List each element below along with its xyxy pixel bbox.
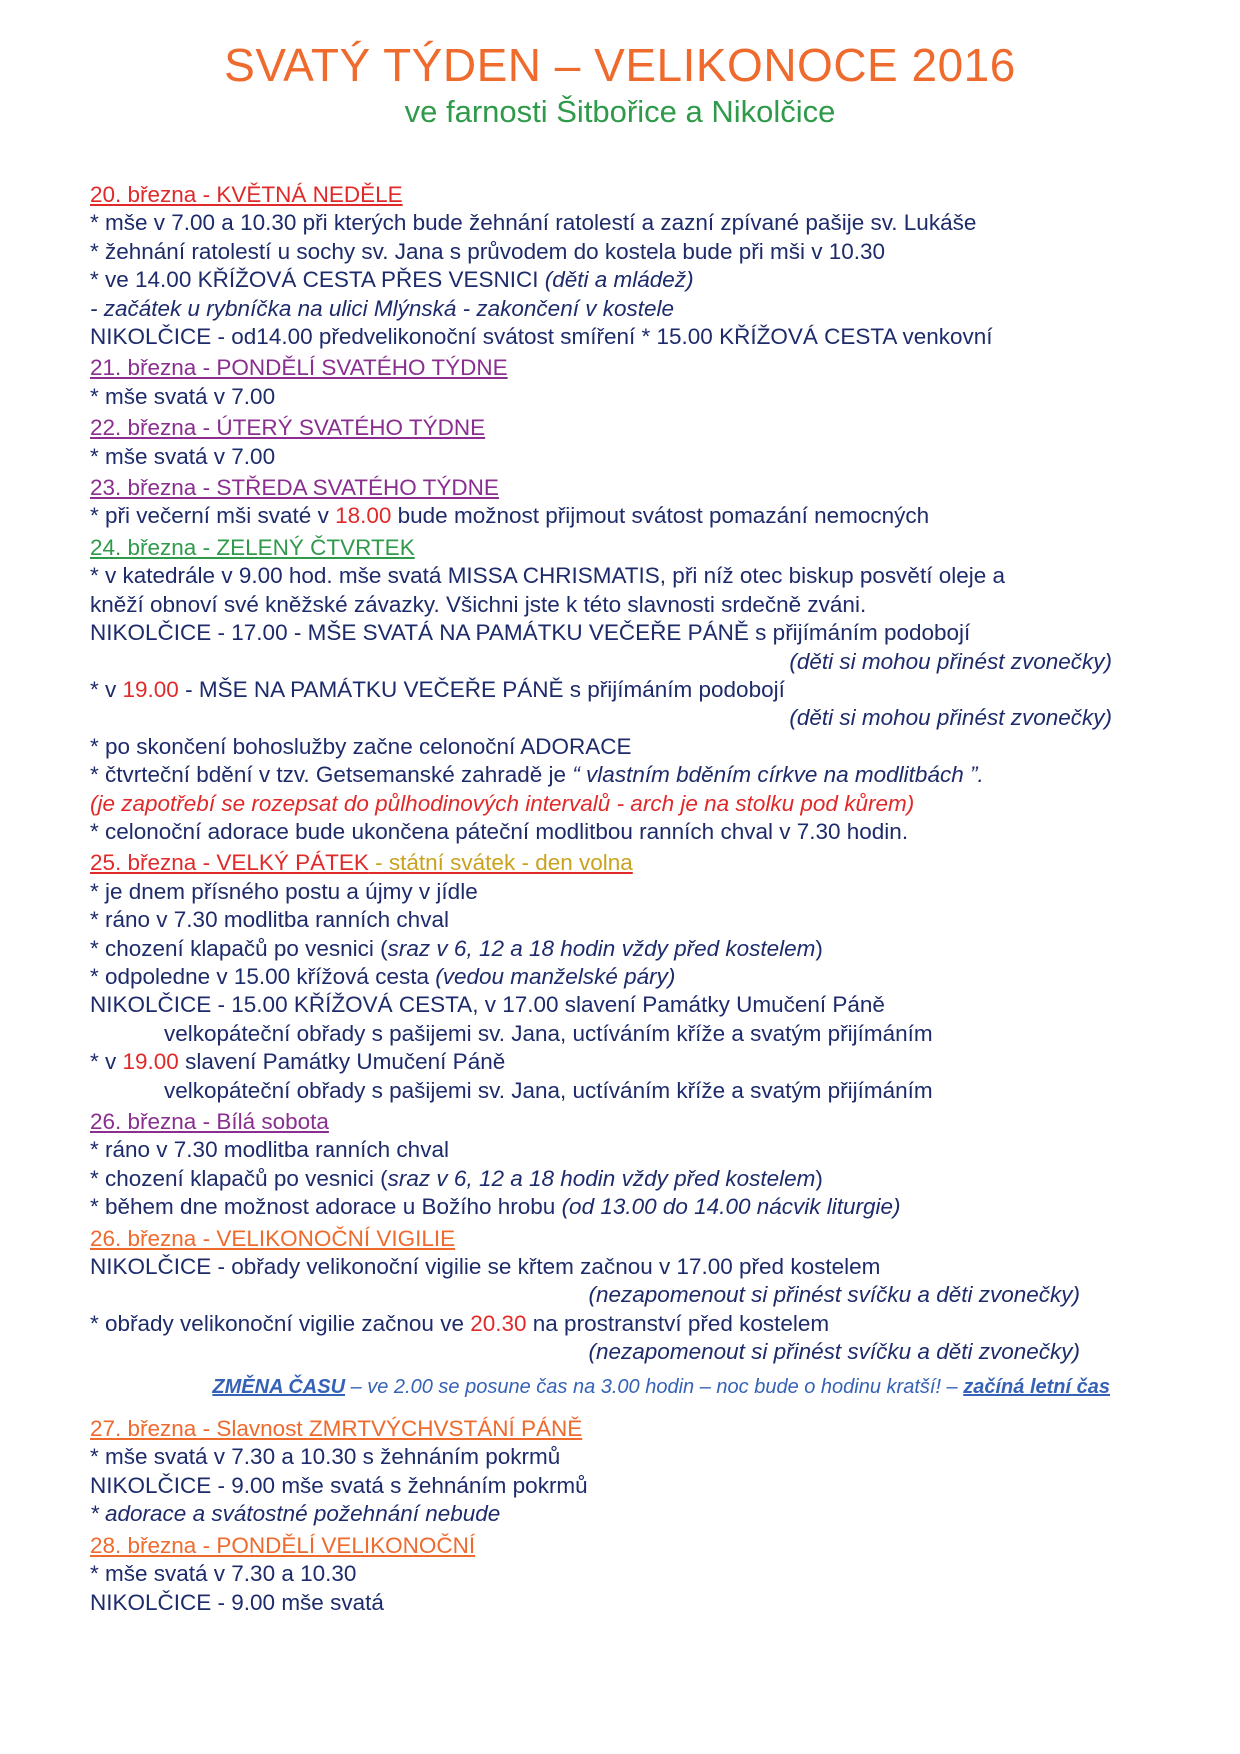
day-heading-21: 21. března - PONDĚLÍ SVATÉHO TÝDNE	[90, 355, 508, 381]
day-heading-20: 20. března - KVĚTNÁ NEDĚLE	[90, 182, 403, 207]
item-text: * v	[90, 676, 123, 702]
list-item	[90, 676, 1150, 704]
list-item: NIKOLČICE - obřady velikonoční vigilie se křtem začnou v 17.00 před kostelem	[90, 1254, 881, 1280]
item-text: * chození klapačů po vesnici (	[90, 935, 388, 961]
item-text: slavení Památky Umučení Páně	[178, 1049, 506, 1075]
list-item: * mše svatá v 7.00	[90, 383, 276, 409]
list-item-note: (nezapomenout si přinést svíčku a děti zvonečky)	[588, 1339, 1080, 1365]
item-quote: “ vlastním bděním církve na modlitbách ”.	[572, 762, 984, 788]
list-item: * po skončení bohoslužby začne celonoční ADORACE	[90, 733, 632, 759]
item-text: * ve 14.00 KŘÍŽOVÁ CESTA PŘES VESNICI	[90, 267, 545, 293]
list-item: * mše v 7.00 a 10.30 při kterých bude žehnání ratolestí a zazní zpívané pašije sv. Lukáše	[90, 210, 977, 236]
heading-extra: - státní svátek - den volna	[368, 850, 633, 876]
list-item-note: (děti si mohou přinést zvonečky)	[789, 705, 1112, 731]
note-emphasis: začíná letní čas	[963, 1375, 1110, 1398]
list-item: NIKOLČICE - 17.00 - MŠE SVATÁ NA PAMÁTKU VEČEŘE PÁNĚ s přijímáním podobojí	[90, 620, 971, 646]
list-item	[90, 502, 1150, 530]
list-item	[90, 935, 1150, 963]
day-heading-26: 26. března - Bílá sobota	[90, 1109, 329, 1134]
day-heading-24: 24. března - ZELENÝ ČTVRTEK	[90, 534, 415, 560]
page-subtitle: ve farnosti Šitbořice a Nikolčice	[404, 94, 836, 129]
list-item	[90, 266, 1150, 294]
list-item: NIKOLČICE - 15.00 KŘÍŽOVÁ CESTA, v 17.00 slavení Památky Umučení Páně	[90, 992, 885, 1018]
list-item	[90, 1165, 1150, 1193]
list-item-note: (nezapomenout si přinést svíčku a děti zvonečky)	[588, 1282, 1080, 1308]
list-item	[90, 1048, 1150, 1076]
item-text: na prostranství před kostelem	[526, 1310, 830, 1336]
item-text: * odpoledne v 15.00 křížová cesta	[90, 963, 436, 989]
page-title: SVATÝ TÝDEN – VELIKONOCE 2016	[224, 39, 1016, 91]
item-time: 20.30	[470, 1310, 527, 1336]
list-item: * mše svatá v 7.30 a 10.30	[90, 1561, 357, 1587]
item-text: bude možnost přijmout svátost pomazání nemocných	[391, 503, 930, 529]
note-text: – ve 2.00 se posune čas na 3.00 hodin – noc bude o hodinu kratší! –	[345, 1375, 964, 1398]
list-item: * žehnání ratolestí u sochy sv. Jana s průvodem do kostela bude při mši v 10.30	[90, 238, 886, 264]
list-item	[90, 761, 1150, 789]
list-item: * mše svatá v 7.30 a 10.30 s žehnáním pokrmů	[90, 1444, 561, 1470]
list-item: NIKOLČICE - 9.00 mše svatá	[90, 1589, 384, 1615]
time-change-note	[90, 1373, 1150, 1401]
list-item: * celonoční adorace bude ukončena páteční modlitbou ranních chval v 7.30 hodin.	[90, 818, 909, 844]
list-item: - začátek u rybníčka na ulici Mlýnská - zakončení v kostele	[90, 295, 675, 321]
list-item	[90, 963, 1150, 991]
item-note: (děti a mládež)	[544, 267, 694, 293]
item-text: * při večerní mši svaté v	[90, 503, 336, 529]
list-item: * adorace a svátostné požehnání nebude	[90, 1501, 501, 1527]
item-note: sraz v 6, 12 a 18 hodin vždy před kostelem	[387, 935, 816, 961]
item-note: (vedou manželské páry)	[435, 963, 676, 989]
item-text: )	[815, 935, 823, 961]
item-note: (od 13.00 do 14.00 nácvik liturgie)	[561, 1194, 901, 1220]
list-item: velkopáteční obřady s pašijemi sv. Jana, uctíváním kříže a svatým přijímáním	[164, 1020, 933, 1046]
day-heading-28: 28. března - PONDĚLÍ VELIKONOČNÍ	[90, 1532, 476, 1558]
item-time: 19.00	[122, 1049, 179, 1075]
list-item: * ráno v 7.30 modlitba ranních chval	[90, 907, 449, 933]
list-item: * v katedrále v 9.00 hod. mše svatá MISSA CHRISMATIS, při níž otec biskup posvětí oleje a	[90, 563, 1005, 589]
item-text: * během dne možnost adorace u Božího hrobu	[90, 1194, 562, 1220]
day-heading-26-vigil: 26. března - VELIKONOČNÍ VIGILIE	[90, 1225, 456, 1251]
list-item	[90, 1310, 1150, 1338]
day-heading-27: 27. března - Slavnost ZMRTVÝCHVSTÁNÍ PÁNĚ	[90, 1416, 583, 1442]
note-label: ZMĚNA ČASU	[212, 1375, 346, 1398]
list-item: NIKOLČICE - 9.00 mše svatá s žehnáním pokrmů	[90, 1472, 588, 1498]
list-item: kněží obnoví své kněžské závazky. Všichni jste k této slavnosti srdečně zváni.	[90, 591, 867, 617]
item-text: * chození klapačů po vesnici (	[90, 1165, 388, 1191]
schedule	[90, 178, 1150, 1617]
day-heading-25	[90, 849, 1150, 877]
day-heading-23: 23. března - STŘEDA SVATÉHO TÝDNE	[90, 475, 499, 501]
item-text: )	[815, 1165, 823, 1191]
list-item	[90, 1193, 1150, 1221]
item-text: * čtvrteční bdění v tzv. Getsemanské zahradě je	[90, 762, 573, 788]
item-time: 19.00	[122, 676, 179, 702]
item-text: - MŠE NA PAMÁTKU VEČEŘE PÁNĚ s přijímáním podobojí	[178, 676, 785, 702]
list-item: * ráno v 7.30 modlitba ranních chval	[90, 1137, 449, 1163]
item-note: sraz v 6, 12 a 18 hodin vždy před kostelem	[387, 1165, 816, 1191]
list-item: * mše svatá v 7.00	[90, 443, 276, 469]
list-item: (je zapotřebí se rozepsat do půlhodinových intervalů - arch je na stolku pod kůrem)	[90, 790, 915, 816]
heading-text: 25. března - VELKÝ PÁTEK	[90, 850, 369, 876]
item-text: * v	[90, 1049, 123, 1075]
item-time: 18.00	[335, 503, 392, 529]
list-item: NIKOLČICE - od14.00 předvelikonoční svátost smíření * 15.00 KŘÍŽOVÁ CESTA venkovní	[90, 324, 993, 350]
item-text: * obřady velikonoční vigilie začnou ve	[90, 1310, 471, 1336]
list-item: velkopáteční obřady s pašijemi sv. Jana, uctíváním kříže a svatým přijímáním	[164, 1077, 933, 1103]
list-item-note: (děti si mohou přinést zvonečky)	[789, 648, 1112, 674]
day-heading-22: 22. března - ÚTERÝ SVATÉHO TÝDNE	[90, 415, 486, 441]
list-item: * je dnem přísného postu a újmy v jídle	[90, 878, 478, 904]
